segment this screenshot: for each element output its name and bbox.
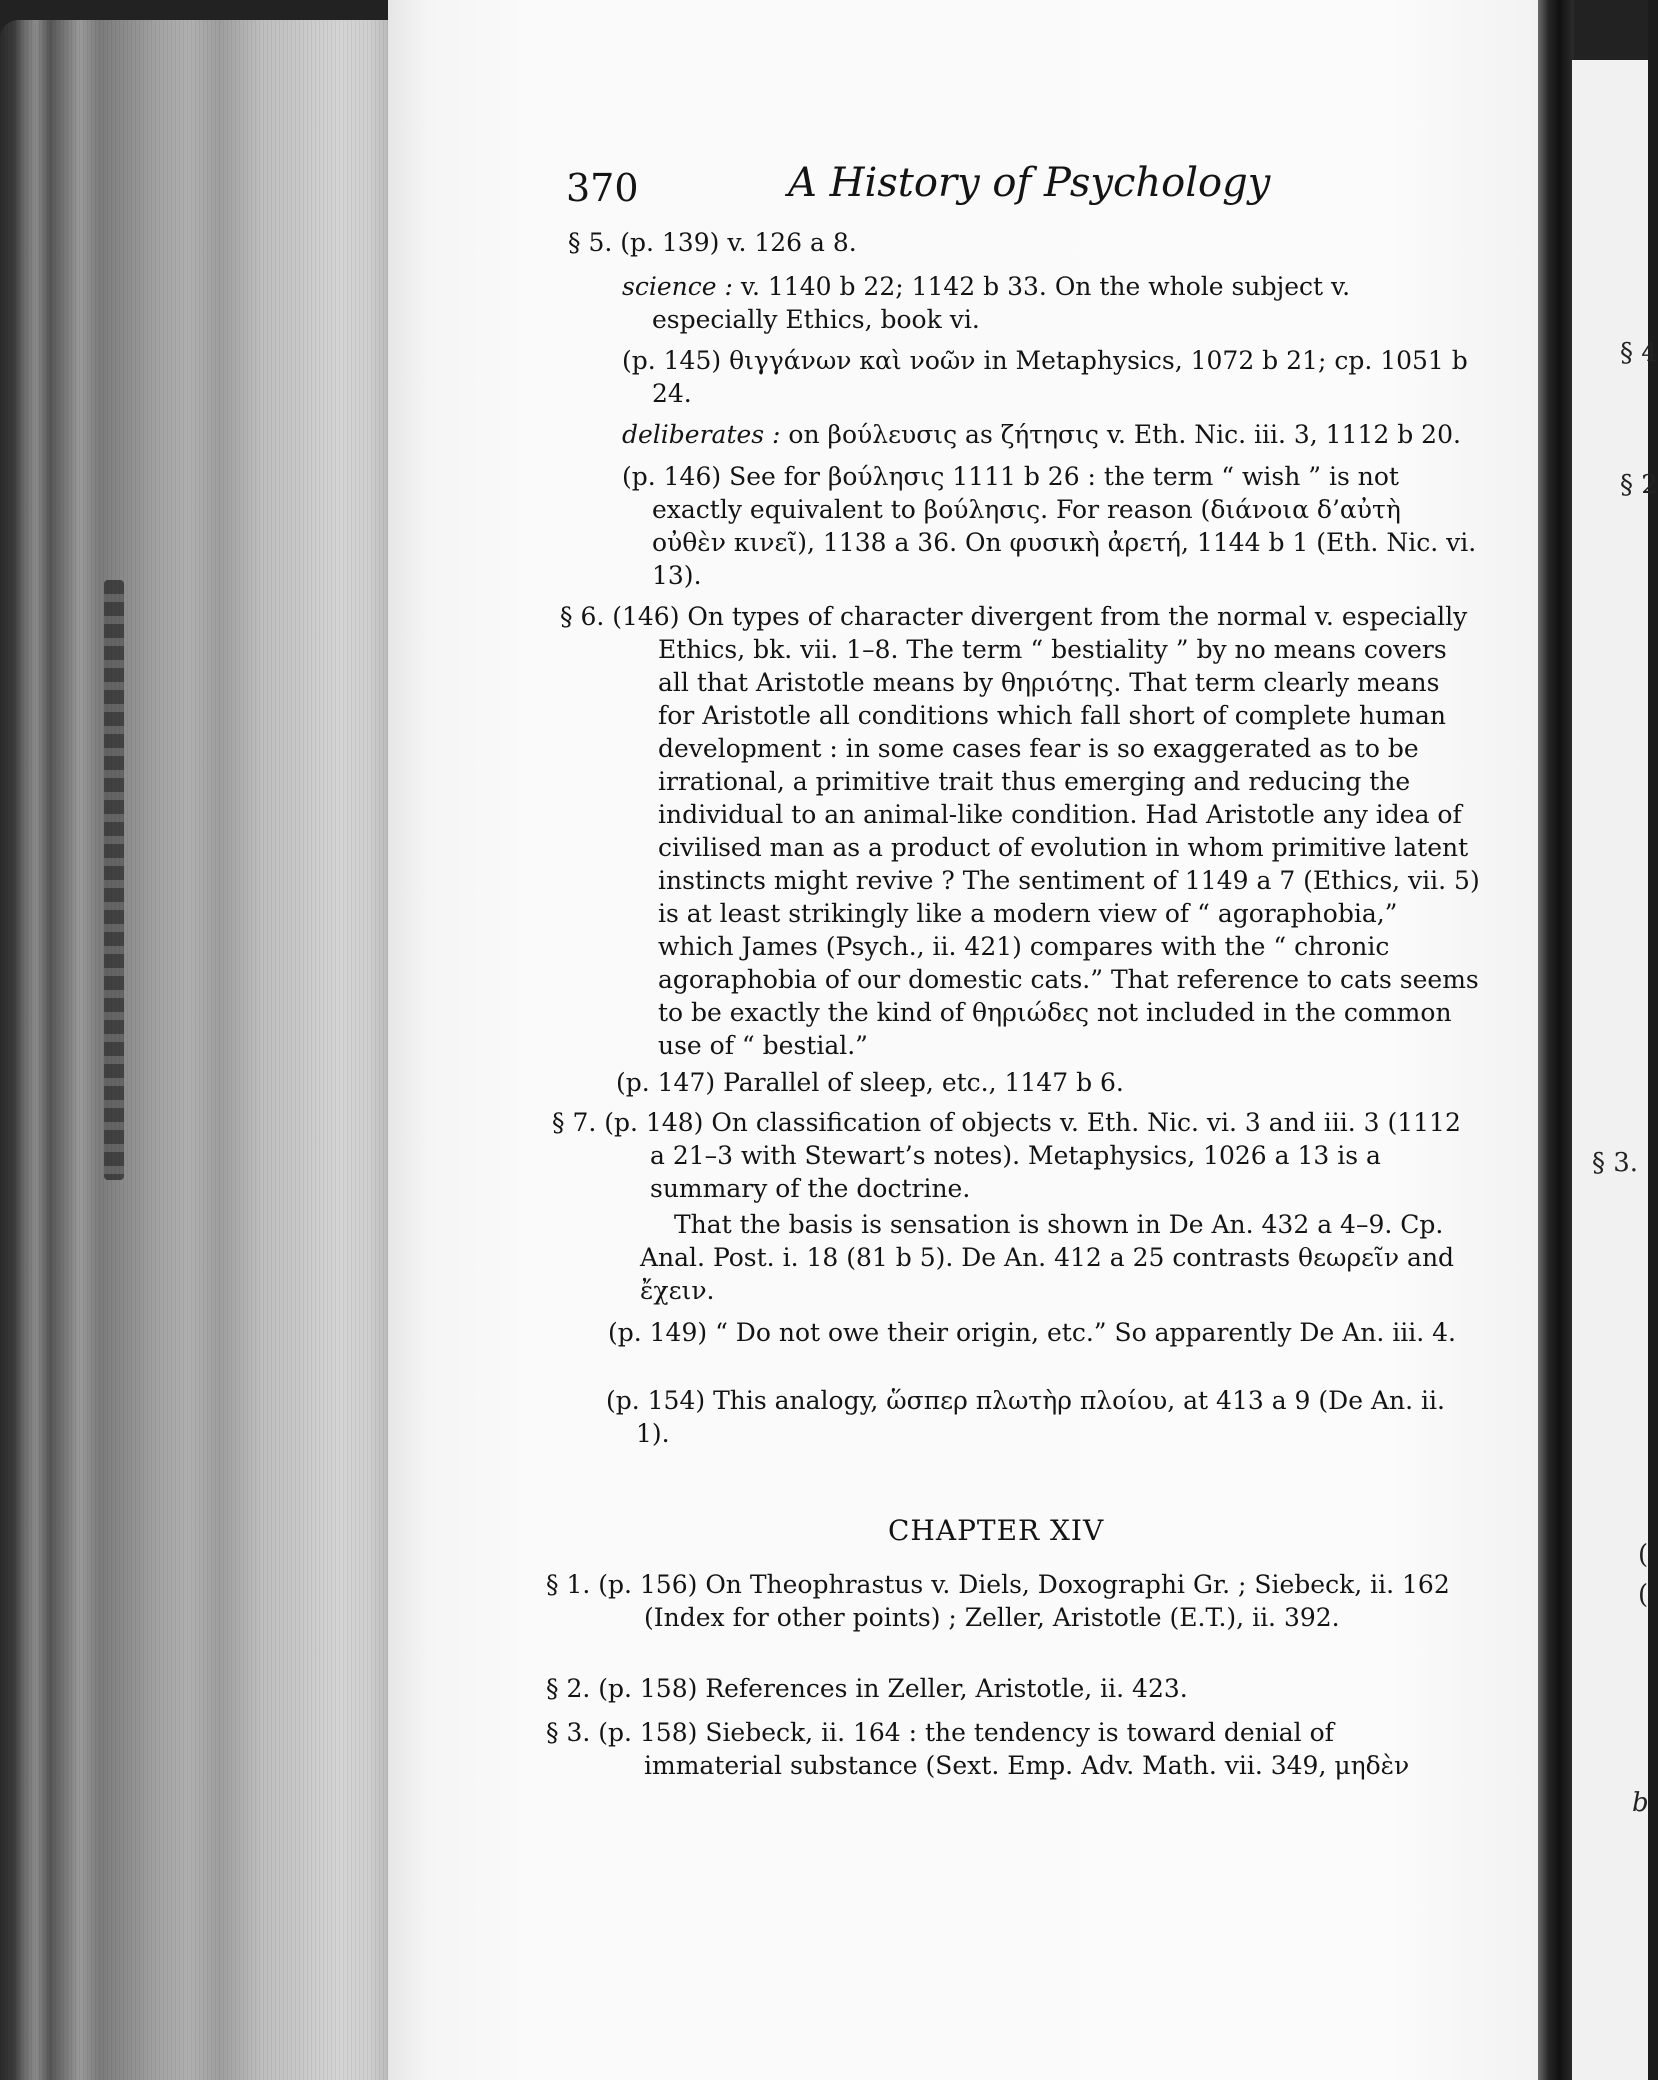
note-s5-p145: (p. 145) θιγγάνων καὶ νοῶν in Metaphysics, 1072 b 21; cp. 1051 b 24. [622,346,1468,408]
note-ch14-s1: § 1. (p. 156) On Theophrastus v. Diels, Doxographi Gr. ; Siebeck, ii. 162 (Index for other points) ; Zeller, Aristotle (E.T.), ii. 392. [546,1570,1450,1632]
page-number: 370 [566,166,639,210]
term-deliberates: deliberates : [622,420,781,449]
note-s5-science-text: v. 1140 b 22; 1142 b 33. On the whole subject v. especially Ethics, book vi. [652,272,1351,334]
facing-mark: b [1632,1788,1649,1818]
facing-mark: § 2 [1620,470,1658,500]
facing-mark: ( [1638,1540,1649,1570]
note-s5-p146: (p. 146) See for βούλησις 1111 b 26 : the term “ wish ” is not exactly equivalent to βούλησις. For reason (διάνοια δ’αὐτὴ οὐθὲν κινεῖ), 1138 a 36. On φυσικὴ ἀρετή, 1144 b 1 (Eth. Nic. vi. 13). [622,462,1477,590]
facing-mark: § 4 [1620,338,1658,368]
note-s7-p149: (p. 149) “ Do not owe their origin, etc.” So apparently De An. iii. 4. [608,1318,1456,1347]
edge-marking [104,580,124,1180]
facing-mark: ( [1638,1580,1649,1610]
note-s5-deliberates [622,418,1482,451]
facing-mark: § 3. [1592,1148,1639,1178]
note-s5-deliberates-text: on βούλευσις as ζήτησις v. Eth. Nic. iii. 3, 1112 b 20. [780,420,1461,449]
note-ch14-s2: § 2. (p. 158) References in Zeller, Aristotle, ii. 423. [546,1674,1188,1703]
book-page-edges [0,20,390,2080]
facing-page [1572,60,1658,2080]
note-ch14-s3: § 3. (p. 158) Siebeck, ii. 164 : the tendency is toward denial of immaterial substance (Sext. Emp. Adv. Math. vii. 349, μηδὲν [546,1718,1410,1780]
note-s6-main: § 6. (146) On types of character divergent from the normal v. especially Ethics, bk. vii. 1–8. The term “ bestiality ” by no means covers all that Aristotle means by θηριότης. That term clearly means for Aristotle all conditions which fall short of complete human development : in some cases fear is so exaggerated as to be irrational, a primitive trait thus emerging and reducing the individual to an animal-like condition. Had Aristotle any idea of civilised man as a product of evolution in whom primitive latent instincts might revive ? The sentiment of 1149 a 7 (Ethics, vii. 5) is at least strikingly like a modern view of “ agoraphobia,” which James (Psych., ii. 421) compares with the “ chronic agoraphobia of our domestic cats.” That reference to cats seems to be exactly the kind of θηριώδες not included in the common use of “ bestial.” [560,602,1480,1060]
note-s7-main: § 7. (p. 148) On classification of objects v. Eth. Nic. vi. 3 and iii. 3 (1112 a 21–3 with Stewart’s notes). Metaphysics, 1026 a 13 is a summary of the doctrine. [552,1108,1461,1203]
note-s5-science [622,270,1482,336]
note-s5-head: § 5. (p. 139) v. 126 a 8. [568,228,857,257]
term-science: science : [622,272,733,301]
running-head [566,158,1286,214]
note-s7-basis: That the basis is sensation is shown in De An. 432 a 4–9. Cp. Anal. Post. i. 18 (81 b 5). De An. 412 a 25 contrasts θεωρεῖν and ἔχειν. [640,1210,1455,1305]
book-gutter [1538,0,1574,2080]
chapter-heading: CHAPTER XIV [888,1514,1105,1547]
note-s7-p154: (p. 154) This analogy, ὥσπερ πλωτὴρ πλοίου, at 413 a 9 (De An. ii. 1). [606,1386,1445,1448]
note-s6-p147: (p. 147) Parallel of sleep, etc., 1147 b 6. [616,1068,1124,1097]
running-title: A History of Psychology [788,160,1271,206]
